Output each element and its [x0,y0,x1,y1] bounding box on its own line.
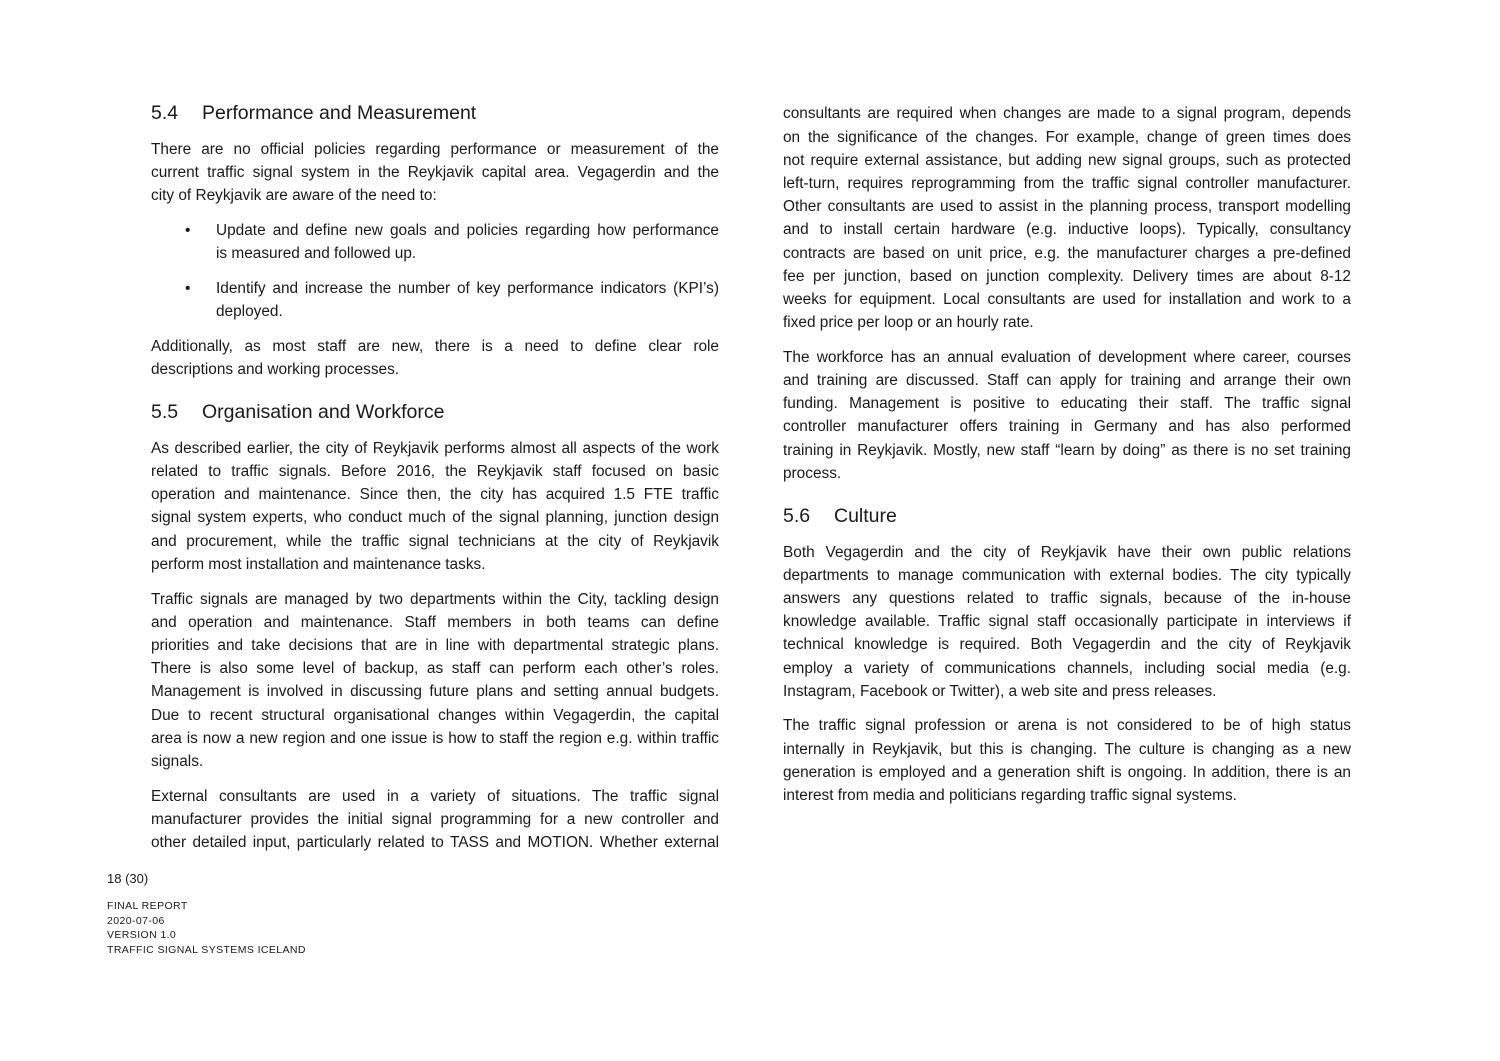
paragraph [783,346,1351,485]
section-heading [783,504,1351,528]
text-line: priorities and take decisions that are in line with departmental strategic plans. [151,636,719,654]
text-line: There are no official policies regarding performance or measurement of the [151,140,719,158]
text-line: and operation and maintenance. Staff members in both teams can define [151,613,719,631]
text-line: interest from media and politicians regarding traffic signal systems. [783,787,1237,805]
text-line: generation is employed and a generation shift is ongoing. In addition, there is an [783,763,1351,781]
text-line: funding. Management is positive to educating their staff. The traffic signal [783,395,1351,413]
text-line: weeks for equipment. Local consultants are used for installation and work to a [783,290,1351,308]
text-line: training in Reykjavik. Mostly, new staff “learn by doing” as there is no set training [783,441,1351,459]
text-line: descriptions and working processes. [151,361,400,379]
text-line: External consultants are used in a variety of situations. The traffic signal [151,787,719,805]
text-line: departments to manage communication with external bodies. The city typically [783,566,1351,584]
paragraph [783,102,1351,334]
text-line: operation and maintenance. Since then, the city has acquired 1.5 FTE traffic [151,486,719,504]
text-line: is measured and followed up. [216,245,417,263]
bullet-icon: • [185,279,191,297]
text-line: and to install certain hardware (e.g. inductive loops). Typically, consultancy [783,221,1351,239]
footer-date: 2020-07-06 [107,914,165,927]
section-heading [151,400,719,424]
text-line: and procurement, while the traffic signal technicians at the city of Reykjavik [151,532,719,550]
text-line: and training are discussed. Staff can apply for training and arrange their own [783,372,1351,390]
text-line: not require external assistance, but adding new signal groups, such as protected [783,151,1351,169]
bullet-item [151,277,719,323]
text-line: There is also some level of backup, as staff can perform each other’s roles. [151,660,719,678]
paragraph [151,138,719,208]
text-line: other detailed input, particularly related to TASS and MOTION. Whether external [151,834,719,852]
paragraph [151,785,719,855]
text-line: Traffic signals are managed by two departments within the City, tackling design [151,590,719,608]
text-line: Instagram, Facebook or Twitter), a web site and press releases. [783,682,1217,700]
text-line: Identify and increase the number of key performance indicators (KPI’s) [216,279,719,297]
section-title: Culture [834,504,897,527]
text-line: signals. [151,752,204,770]
text-line: manufacturer provides the initial signal programming for a new controller and [151,810,719,828]
section-heading [151,101,719,125]
section-title: Organisation and Workforce [202,401,445,424]
text-line: Additionally, as most staff are new, there is a need to define clear role [151,337,719,355]
footer-version: VERSION 1.0 [107,929,177,941]
text-line: answers any questions related to traffic signals, because of the in-house [783,589,1351,607]
text-line: city of Reykjavik are aware of the need to: [151,187,437,205]
text-line: The traffic signal profession or arena is not considered to be of high status [783,717,1351,735]
text-line: controller manufacturer offers training in Germany and has also performed [783,418,1351,436]
text-line: consultants are required when changes are made to a signal program, depends [783,105,1351,123]
text-line: The workforce has an annual evaluation of development where career, courses [783,348,1351,366]
page-number: 18 (30) [107,871,149,886]
text-line: employ a variety of communications channels, including social media (e.g. [783,659,1351,677]
paragraph [151,335,719,381]
left-column [151,101,719,866]
bullet-item [151,219,719,265]
text-line: related to traffic signals. Before 2016, the Reykjavik staff focused on basic [151,463,719,481]
text-line: internally in Reykjavik, but this is changing. The culture is changing as a new [783,740,1351,758]
text-line: Due to recent structural organisational changes within Vegagerdin, the capital [151,706,719,724]
footer-project-title: TRAFFIC SIGNAL SYSTEMS ICELAND [107,943,306,956]
text-line: Update and define new goals and policies regarding how performance [216,221,719,239]
section-number: 5.5 [151,401,179,424]
text-line: Other consultants are used to assist in the planning process, transport modelling [783,198,1351,216]
paragraph [783,541,1351,703]
text-line: As described earlier, the city of Reykjavik performs almost all aspects of the work [151,439,719,457]
text-line: process. [783,464,842,482]
right-column [783,102,1351,818]
text-line: contracts are based on unit price, e.g. the manufacturer charges a pre-defined [783,244,1351,262]
text-line: technical knowledge is required. Both Vegagerdin and the city of Reykjavik [783,636,1351,654]
text-line: fee per junction, based on junction complexity. Delivery times are about 8-12 [783,267,1351,285]
paragraph [151,437,719,576]
section-title: Performance and Measurement [202,102,477,124]
text-line: perform most installation and maintenance tasks. [151,555,486,573]
bullet-icon: • [185,221,191,239]
text-line: left-turn, requires reprogramming from the traffic signal controller manufacturer. [783,174,1351,192]
text-line: Both Vegagerdin and the city of Reykjavik have their own public relations [783,543,1351,561]
text-line: area is now a new region and one issue is how to staff the region e.g. within traffic [151,729,719,747]
footer-report-type: FINAL REPORT [107,900,188,912]
section-number: 5.4 [151,102,179,124]
text-line: current traffic signal system in the Reykjavik capital area. Vegagerdin and the [151,163,719,181]
text-line: signal system experts, who conduct much of the signal planning, junction design [151,509,719,527]
footer [107,899,306,957]
section-number: 5.6 [783,504,811,527]
text-line: fixed price per loop or an hourly rate. [783,314,1034,332]
text-line: Management is involved in discussing future plans and setting annual budgets. [151,683,719,701]
paragraph [151,588,719,774]
text-line: knowledge available. Traffic signal staff occasionally participate in interviews if [783,613,1351,631]
text-line: on the significance of the changes. For example, change of green times does [783,128,1351,146]
text-line: deployed. [216,303,283,321]
paragraph [783,714,1351,807]
